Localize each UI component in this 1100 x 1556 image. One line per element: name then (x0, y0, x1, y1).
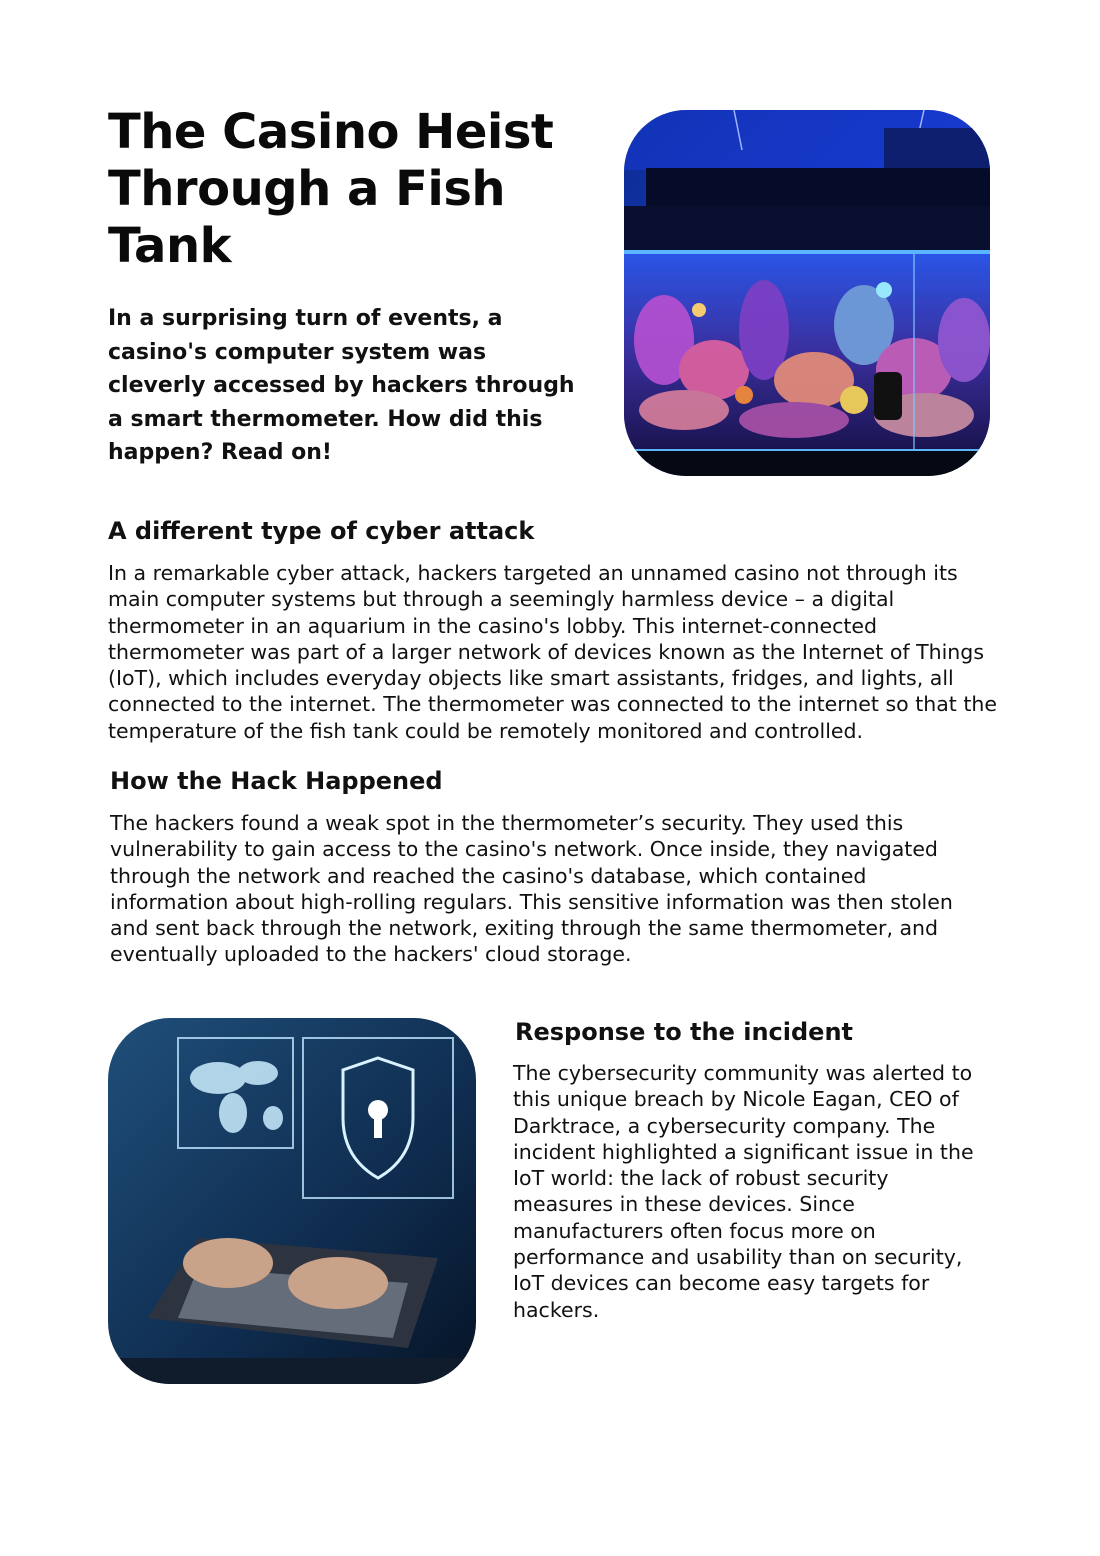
section-heading-attack: A different type of cyber attack (108, 517, 535, 545)
section-body-response: The cybersecurity community was alerted to this unique breach by Nicole Eagan, CEO of Darktrace, a cybersecurity company. The incident highlighted a significant issue in the IoT world: the lack of robust security measures in these devices. Since manufacturers often focus more on performance and usability than on security, IoT devices can become easy targets for hackers. (513, 1061, 974, 1322)
section-heading-hack: How the Hack Happened (110, 767, 443, 795)
section-body-hack: The hackers found a weak spot in the thermometer’s security. They used this vulnerability to gain access to the casino's network. Once inside, they navigated through the network and reached the casino's database, which contained information about high-rolling regulars. This sensitive information was then stolen and sent back through the network, exiting through the same thermometer, and eventually uploaded to the hackers' cloud storage. (110, 811, 953, 967)
section-heading-response: Response to the incident (515, 1018, 854, 1046)
lede-paragraph: In a surprising turn of events, a casino's computer system was cleverly accessed by hackers through a smart thermometer. How did this happen? Read on! (108, 306, 575, 465)
page-title: The Casino Heist Through a Fish Tank (108, 104, 554, 274)
hacker-laptop-photo (108, 1018, 476, 1384)
aquarium-photo (624, 110, 990, 476)
section-body-attack: In a remarkable cyber attack, hackers targeted an unnamed casino not through its main computer systems but through a seemingly harmless device – a digital thermometer in an aquarium in the casino's lobby. This internet-connected thermometer was part of a larger network of devices known as the Internet of Things (IoT), which includes everyday objects like smart assistants, fridges, and lights, all connected to the internet. The thermometer was connected to the internet so that the temperature of the fish tank could be remotely monitored and controlled. (108, 561, 997, 743)
